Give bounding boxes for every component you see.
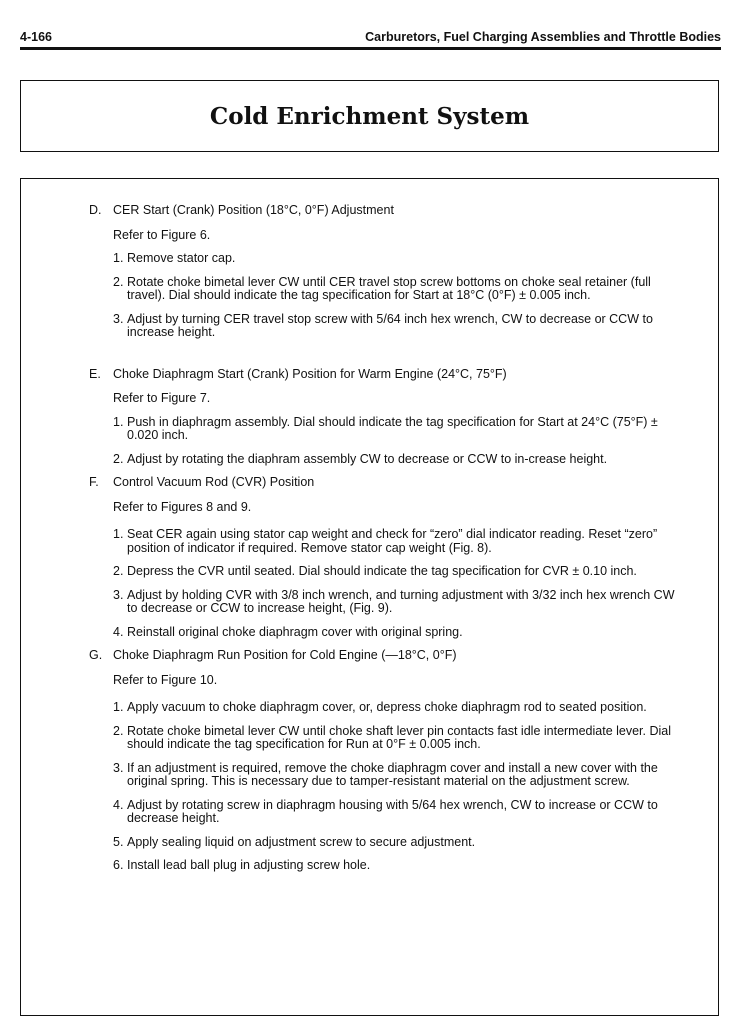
page-number: 4-166 bbox=[20, 30, 52, 44]
section-g bbox=[89, 649, 679, 873]
step-item bbox=[89, 528, 679, 555]
step-number: 2. bbox=[113, 451, 124, 466]
step-number: 4. bbox=[113, 797, 124, 812]
step-text: Rotate choke bimetal lever CW until choke shaft lever pin contacts fast idle intermediate lever. Dial should indicate the tag specification for Run at 0°F ± 0.005 inch. bbox=[127, 723, 672, 751]
step-item bbox=[89, 701, 679, 715]
figure-reference: Refer to Figure 6. bbox=[113, 227, 211, 242]
step-item bbox=[89, 252, 679, 266]
step-number: 3. bbox=[113, 587, 124, 602]
step-item bbox=[89, 762, 679, 789]
step-text: Install lead ball plug in adjusting screw hole. bbox=[127, 858, 371, 872]
step-text: If an adjustment is required, remove the choke diaphragm cover and install a new cover with the original spring. This is necessary due to tamper-resistant material on the adjustment screw. bbox=[127, 760, 658, 788]
section-title-text: Choke Diaphragm Run Position for Cold Engine (—18°C, 0°F) bbox=[113, 648, 457, 662]
section-letter: G. bbox=[89, 648, 103, 662]
step-number: 6. bbox=[113, 858, 124, 872]
section-title bbox=[89, 649, 679, 663]
step-text: Push in diaphragm assembly. Dial should indicate the tag specification for Start at 24°C (75°F) ± 0.020 inch. bbox=[127, 414, 658, 442]
step-item bbox=[89, 799, 679, 826]
section-title bbox=[89, 476, 679, 490]
step-number: 1. bbox=[113, 414, 124, 429]
section-f bbox=[89, 476, 679, 639]
step-item bbox=[89, 725, 679, 752]
step-number: 1. bbox=[113, 700, 124, 714]
step-number: 2. bbox=[113, 723, 124, 738]
step-item bbox=[89, 626, 679, 640]
step-number: 3. bbox=[113, 760, 124, 775]
section-letter: D. bbox=[89, 203, 102, 217]
figure-reference: Refer to Figures 8 and 9. bbox=[113, 499, 252, 514]
content-box bbox=[20, 178, 719, 1016]
figure-reference: Refer to Figure 7. bbox=[113, 391, 211, 405]
step-number: 1. bbox=[113, 527, 124, 541]
section-d bbox=[89, 204, 679, 340]
step-text: Adjust by rotating screw in diaphragm housing with 5/64 hex wrench, CW to increase or CCW to decrease height. bbox=[127, 797, 658, 825]
step-item bbox=[89, 276, 679, 303]
page-header bbox=[20, 28, 721, 46]
step-text: Apply vacuum to choke diaphragm cover, or, depress choke diaphragm rod to seated position. bbox=[127, 700, 647, 714]
page-title: Cold Enrichment System bbox=[209, 103, 530, 130]
section-e bbox=[89, 368, 679, 467]
step-item bbox=[89, 416, 679, 443]
section-title-text: CER Start (Crank) Position (18°C, 0°F) Adjustment bbox=[113, 203, 394, 217]
step-text: Apply sealing liquid on adjustment screw to secure adjustment. bbox=[127, 834, 476, 849]
section-spacer bbox=[89, 350, 679, 368]
step-number: 4. bbox=[113, 624, 124, 639]
section-letter: E. bbox=[89, 366, 101, 381]
header-rule bbox=[20, 47, 721, 50]
section-title-text: Control Vacuum Rod (CVR) Position bbox=[113, 475, 315, 489]
step-text: Adjust by rotating the diaphram assembly CW to decrease or CCW to in-crease height. bbox=[127, 451, 608, 466]
section-letter: F. bbox=[89, 475, 99, 489]
step-text: Seat CER again using stator cap weight and check for “zero” dial indicator reading. Reset “zero” position of indicator if required. Remove stator cap weight (Fig. 8). bbox=[127, 527, 658, 555]
step-number: 2. bbox=[113, 274, 124, 289]
section-title bbox=[89, 368, 679, 382]
step-number: 2. bbox=[113, 564, 124, 578]
figure-reference: Refer to Figure 10. bbox=[113, 672, 218, 687]
step-number: 5. bbox=[113, 834, 124, 849]
step-item bbox=[89, 836, 679, 850]
step-text: Remove stator cap. bbox=[127, 251, 236, 265]
section-title bbox=[89, 204, 679, 218]
procedure-content bbox=[89, 204, 679, 883]
title-box bbox=[20, 80, 719, 152]
section-title-text: Choke Diaphragm Start (Crank) Position for Warm Engine (24°C, 75°F) bbox=[113, 366, 507, 381]
step-item bbox=[89, 565, 679, 579]
running-title: Carburetors, Fuel Charging Assemblies and Throttle Bodies bbox=[365, 30, 721, 44]
step-item bbox=[89, 453, 679, 467]
step-number: 1. bbox=[113, 251, 124, 265]
step-item bbox=[89, 589, 679, 616]
step-text: Adjust by holding CVR with 3/8 inch wrench, and turning adjustment with 3/32 inch hex wrench CW to decrease or CCW to increase height, (Fig. 9). bbox=[127, 587, 675, 615]
step-number: 3. bbox=[113, 311, 124, 326]
step-item bbox=[89, 859, 679, 873]
step-text: Depress the CVR until seated. Dial should indicate the tag specification for CVR ± 0.10 inch. bbox=[127, 564, 637, 578]
step-text: Rotate choke bimetal lever CW until CER travel stop screw bottoms on choke seal retainer (full travel). Dial should indicate the tag specification for Start at 18°C (0°F) ± 0.005 inch. bbox=[127, 274, 651, 302]
step-text: Reinstall original choke diaphragm cover with original spring. bbox=[127, 624, 463, 639]
step-item bbox=[89, 313, 679, 340]
step-text: Adjust by turning CER travel stop screw with 5/64 inch hex wrench, CW to decrease or CCW to increase height. bbox=[127, 311, 653, 339]
